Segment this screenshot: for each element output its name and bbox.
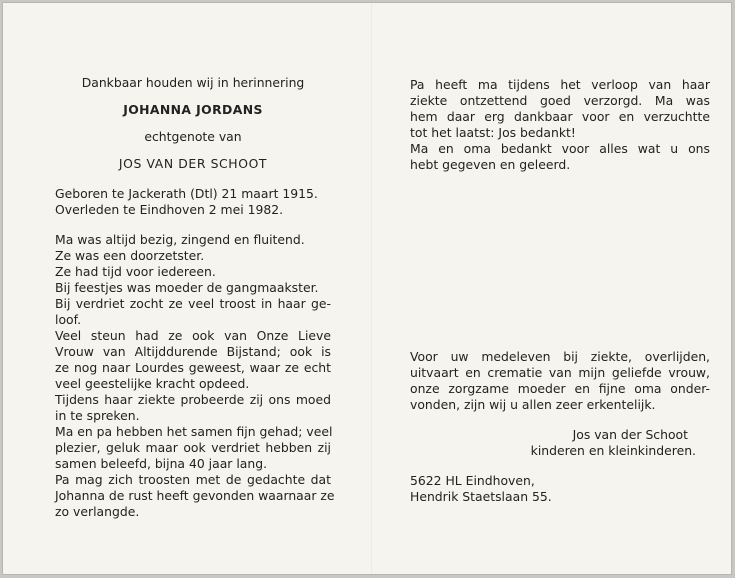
death-line: Overleden te Eindhoven 2 mei 1982.: [55, 202, 284, 217]
text-line: loof.: [55, 312, 82, 327]
text-line: Ze had tijd voor iedereen.: [55, 264, 216, 279]
address-line: 5622 HL Eindhoven,: [410, 473, 535, 488]
thanks-text: [410, 349, 710, 413]
text-line: plezier, geluk maar ook verdriet hebben zij: [55, 440, 331, 455]
text-line: Veel steun had ze ook van Onze Lieve: [55, 328, 331, 343]
address: [410, 473, 710, 505]
signature-name: Jos van der Schoot: [572, 427, 688, 442]
text-line: Pa mag zich troosten met de gedachte dat: [55, 472, 331, 487]
text-line: in te spreken.: [55, 408, 140, 423]
left-panel: [55, 75, 335, 520]
text-line: Ma en pa hebben het samen fijn gehad; veel: [55, 424, 333, 439]
right-panel-top: [410, 77, 710, 173]
right-panel-bottom: [410, 349, 710, 505]
deceased-name: JOHANNA JORDANS: [123, 102, 263, 117]
text-line: Ze was een doorzetster.: [55, 248, 205, 263]
text-line: tot het laatst: Jos bedankt!: [410, 125, 576, 140]
fold-line: [371, 3, 372, 574]
text-line: Voor uw medeleven bij ziekte, overlijden,: [410, 349, 710, 364]
text-line: vonden, zijn wij u allen zeer erkentelijk.: [410, 397, 656, 412]
relation-text: echtgenote van: [144, 129, 242, 144]
signature-family: kinderen en kleinkinderen.: [530, 443, 696, 458]
text-line: hem daar erg dankbaar voor en verzuchtte: [410, 109, 710, 124]
text-line: zo verlangde.: [55, 504, 140, 519]
text-line: Bij feestjes was moeder de gangmaakster.: [55, 280, 319, 295]
text-line: Johanna de rust heeft gevonden waarnaar ze: [55, 488, 335, 503]
text-line: samen beleefd, bijna 40 jaar lang.: [55, 456, 268, 471]
text-line: ze nog naar Lourdes geweest, waar ze echt: [55, 360, 331, 375]
intro-text: Dankbaar houden wij in herinnering: [81, 75, 305, 90]
birth-line: Geboren te Jackerath (Dtl) 21 maart 1915.: [55, 186, 318, 201]
text-line: onze zorgzame moeder en fijne oma onder-: [410, 381, 710, 396]
signature: [410, 427, 710, 459]
memorial-card: [2, 2, 732, 575]
text-line: Ma was altijd bezig, zingend en fluitend.: [55, 232, 305, 247]
text-line: Pa heeft ma tijdens het verloop van haar: [410, 77, 710, 92]
text-line: veel geestelijke kracht opdeed.: [55, 376, 250, 391]
text-line: Tijdens haar ziekte probeerde zij ons moed: [55, 392, 331, 407]
address-line: Hendrik Staetslaan 55.: [410, 489, 552, 504]
text-line: Vrouw van Altijddurende Bijstand; ook is: [55, 344, 331, 359]
text-line: hebt gegeven en geleerd.: [410, 157, 571, 172]
text-line: ziekte ontzettend goed verzorgd. Ma was: [410, 93, 710, 108]
text-line: Bij verdriet zocht ze veel troost in haar ge-: [55, 296, 331, 311]
text-line: uitvaart en crematie van mijn geliefde vrouw,: [410, 365, 710, 380]
memorial-text: [55, 232, 335, 520]
spouse-name: JOS VAN DER SCHOOT: [118, 156, 268, 171]
text-line: Ma en oma bedankt voor alles wat u ons: [410, 141, 710, 156]
